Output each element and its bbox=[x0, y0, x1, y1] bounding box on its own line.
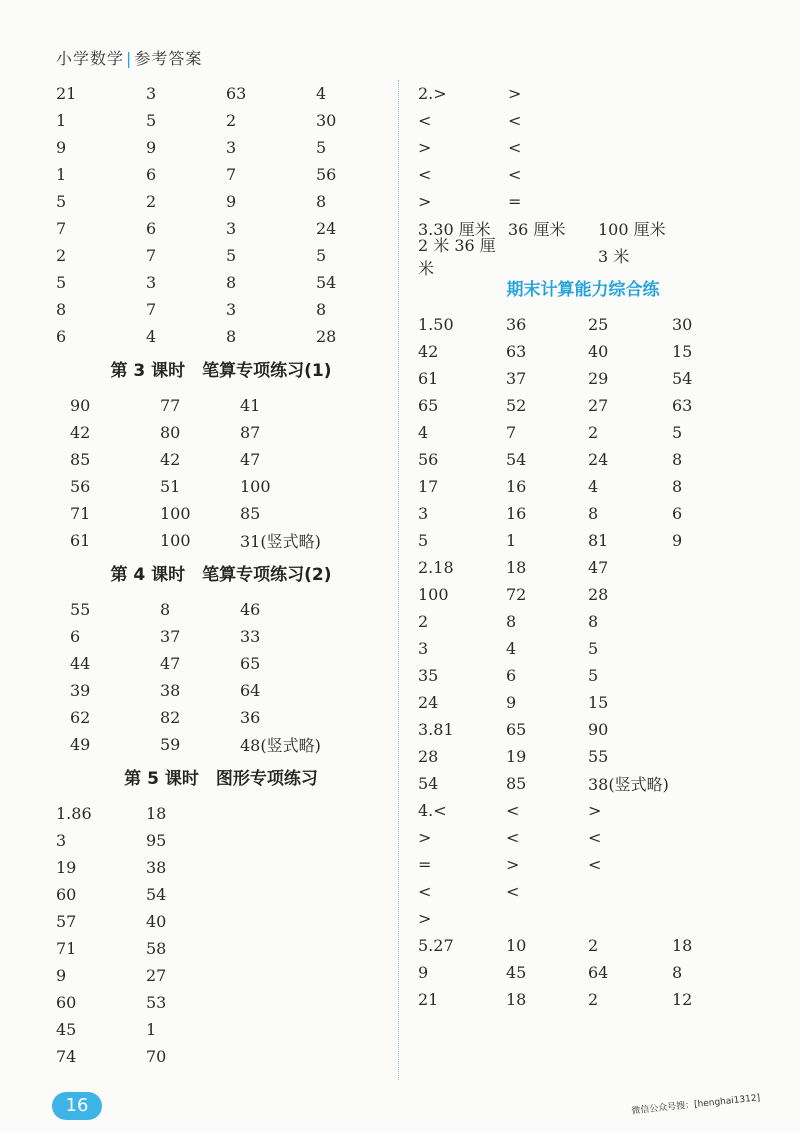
answer-cell: 42 bbox=[70, 423, 91, 442]
answer-cell: = bbox=[508, 192, 522, 211]
answer-row bbox=[418, 338, 748, 365]
answer-cell: 4 bbox=[588, 477, 599, 496]
answer-cell: 54 bbox=[316, 273, 337, 292]
answer-cell: 8 bbox=[588, 504, 599, 523]
watermark-text: 微信公众号搜：[henghai1312] bbox=[630, 1093, 761, 1117]
answer-cell: 8 bbox=[160, 600, 171, 619]
answer-cell: 62 bbox=[70, 708, 91, 727]
answer-row bbox=[56, 269, 386, 296]
answer-row bbox=[56, 650, 386, 677]
answer-row bbox=[418, 392, 748, 419]
answer-cell: 2 bbox=[588, 990, 599, 1009]
answer-row bbox=[56, 188, 386, 215]
answer-row bbox=[56, 989, 386, 1016]
answer-cell: < bbox=[418, 111, 432, 130]
answer-cell: 38 bbox=[160, 681, 181, 700]
answer-row bbox=[56, 80, 386, 107]
answer-cell: 2.18 bbox=[418, 558, 454, 577]
answer-cell: 7 bbox=[506, 423, 517, 442]
answer-cell: 9 bbox=[56, 138, 67, 157]
answer-cell: 8 bbox=[672, 450, 683, 469]
answer-cell: 42 bbox=[418, 342, 439, 361]
lesson5-answers bbox=[56, 800, 386, 1070]
answer-cell: 56 bbox=[316, 165, 337, 184]
answer-row bbox=[418, 608, 748, 635]
answer-cell: 3.81 bbox=[418, 720, 454, 739]
answer-cell: 70 bbox=[146, 1047, 167, 1066]
answer-cell: 74 bbox=[56, 1047, 77, 1066]
answer-row bbox=[56, 323, 386, 350]
answer-cell: = bbox=[418, 855, 432, 874]
answer-cell: 4 bbox=[146, 327, 157, 346]
answer-cell: 6 bbox=[506, 666, 517, 685]
answer-cell: 24 bbox=[316, 219, 337, 238]
answer-cell: 8 bbox=[316, 300, 327, 319]
answer-cell: 30 bbox=[672, 315, 693, 334]
answer-row bbox=[418, 689, 748, 716]
answer-cell: 59 bbox=[160, 735, 181, 754]
answer-cell: 31(竖式略) bbox=[240, 532, 321, 551]
answer-cell: 45 bbox=[506, 963, 527, 982]
answer-cell: 28 bbox=[316, 327, 337, 346]
answer-cell: 57 bbox=[56, 912, 77, 931]
answer-row bbox=[418, 986, 748, 1013]
answer-cell: 18 bbox=[506, 558, 527, 577]
answer-cell: 65 bbox=[506, 720, 527, 739]
answer-cell: 8 bbox=[672, 963, 683, 982]
answer-cell: 56 bbox=[418, 450, 439, 469]
answer-row bbox=[418, 662, 748, 689]
answer-cell: 5 bbox=[588, 639, 599, 658]
answer-cell: < bbox=[418, 882, 432, 901]
answer-row bbox=[56, 1016, 386, 1043]
answer-cell: 5 bbox=[56, 192, 67, 211]
answer-cell: 27 bbox=[146, 966, 167, 985]
answer-cell: 1.50 bbox=[418, 315, 454, 334]
answer-cell: 100 厘米 bbox=[598, 220, 666, 239]
answer-row bbox=[56, 473, 386, 500]
answer-cell: 8 bbox=[672, 477, 683, 496]
answer-cell: 65 bbox=[418, 396, 439, 415]
answer-cell: 54 bbox=[146, 885, 167, 904]
answer-cell: < bbox=[588, 855, 602, 874]
answer-cell: 54 bbox=[418, 774, 439, 793]
answer-cell: 4.< bbox=[418, 801, 447, 820]
answer-cell: 100 bbox=[160, 531, 191, 550]
answer-cell: 7 bbox=[146, 246, 157, 265]
answer-cell: 21 bbox=[418, 990, 439, 1009]
answer-cell: 47 bbox=[588, 558, 609, 577]
answer-cell: 5 bbox=[316, 138, 327, 157]
answer-cell: 3 bbox=[226, 138, 237, 157]
answer-row bbox=[56, 242, 386, 269]
final-q5-answers bbox=[418, 932, 748, 1013]
page-header bbox=[56, 46, 202, 69]
answer-row bbox=[418, 446, 748, 473]
answer-cell: > bbox=[506, 855, 520, 874]
answer-cell: 2 米 36 厘米 bbox=[418, 235, 496, 278]
answer-row bbox=[56, 881, 386, 908]
answer-cell: 45 bbox=[56, 1020, 77, 1039]
answer-cell: 3 bbox=[418, 504, 429, 523]
answer-cell: 18 bbox=[146, 804, 167, 823]
answer-cell: > bbox=[418, 909, 432, 928]
answer-row bbox=[56, 1043, 386, 1070]
answer-cell: 38(竖式略) bbox=[588, 775, 669, 794]
answer-cell: < bbox=[506, 828, 520, 847]
answer-cell: 9 bbox=[56, 966, 67, 985]
answer-cell: > bbox=[418, 192, 432, 211]
answer-row bbox=[418, 797, 748, 824]
answer-cell: 47 bbox=[240, 450, 261, 469]
answer-row bbox=[56, 107, 386, 134]
answer-cell: 3 bbox=[418, 639, 429, 658]
answer-row bbox=[418, 134, 748, 161]
header-part: 参考答案 bbox=[134, 49, 203, 68]
answer-row bbox=[418, 581, 748, 608]
answer-row bbox=[56, 500, 386, 527]
answer-cell: 28 bbox=[418, 747, 439, 766]
answer-cell: 100 bbox=[160, 504, 191, 523]
answer-cell: 63 bbox=[226, 84, 247, 103]
answer-cell: 51 bbox=[160, 477, 181, 496]
answer-cell: 100 bbox=[418, 585, 449, 604]
answer-row bbox=[56, 527, 386, 554]
answer-row bbox=[56, 446, 386, 473]
answer-cell: 15 bbox=[672, 342, 693, 361]
answer-row bbox=[56, 596, 386, 623]
answer-row bbox=[418, 161, 748, 188]
answer-cell: 19 bbox=[56, 858, 77, 877]
answer-cell: 85 bbox=[506, 774, 527, 793]
answer-cell: 82 bbox=[160, 708, 181, 727]
answer-row bbox=[56, 623, 386, 650]
answer-cell: 90 bbox=[588, 720, 609, 739]
answer-row bbox=[56, 800, 386, 827]
answer-cell: 55 bbox=[588, 747, 609, 766]
answer-cell: 85 bbox=[70, 450, 91, 469]
answer-cell: < bbox=[508, 138, 522, 157]
answer-cell: 5 bbox=[316, 246, 327, 265]
answer-cell: 46 bbox=[240, 600, 261, 619]
answer-cell: 2 bbox=[146, 192, 157, 211]
answer-cell: 27 bbox=[588, 396, 609, 415]
answer-cell: 4 bbox=[418, 423, 429, 442]
answer-row bbox=[56, 392, 386, 419]
answer-cell: 64 bbox=[240, 681, 261, 700]
answer-cell: < bbox=[506, 882, 520, 901]
top-answers bbox=[56, 80, 386, 350]
answer-cell: 1 bbox=[56, 111, 67, 130]
answer-cell: 95 bbox=[146, 831, 167, 850]
answer-cell: 4 bbox=[316, 84, 327, 103]
answer-row bbox=[418, 743, 748, 770]
answer-cell: 49 bbox=[70, 735, 91, 754]
answer-cell: 36 bbox=[240, 708, 261, 727]
answer-cell: 5 bbox=[146, 111, 157, 130]
answer-cell: 3 bbox=[56, 831, 67, 850]
answer-cell: > bbox=[588, 801, 602, 820]
answer-cell: 77 bbox=[160, 396, 181, 415]
answer-cell: 2 bbox=[418, 612, 429, 631]
answer-cell: 8 bbox=[588, 612, 599, 631]
answer-row bbox=[56, 677, 386, 704]
answer-cell: 6 bbox=[70, 627, 81, 646]
answer-cell: 100 bbox=[240, 477, 271, 496]
answer-cell: 2 bbox=[588, 423, 599, 442]
column-divider bbox=[398, 80, 399, 1080]
answer-row bbox=[56, 908, 386, 935]
answer-cell: 28 bbox=[588, 585, 609, 604]
answer-row bbox=[56, 215, 386, 242]
answer-cell: 9 bbox=[506, 693, 517, 712]
answer-row bbox=[418, 527, 748, 554]
answer-row bbox=[418, 716, 748, 743]
answer-cell: 3.30 厘米 bbox=[418, 220, 491, 239]
answer-cell: 41 bbox=[240, 396, 261, 415]
answer-cell: 38 bbox=[146, 858, 167, 877]
answer-cell: 58 bbox=[146, 939, 167, 958]
answer-cell: 3 bbox=[146, 84, 157, 103]
answer-row bbox=[56, 296, 386, 323]
answer-cell: 16 bbox=[506, 504, 527, 523]
answer-cell: 9 bbox=[146, 138, 157, 157]
answer-cell: > bbox=[418, 828, 432, 847]
answer-cell: 65 bbox=[240, 654, 261, 673]
answer-cell: 9 bbox=[672, 531, 683, 550]
final-q1-answers bbox=[418, 311, 748, 554]
answer-cell: 36 bbox=[506, 315, 527, 334]
answer-row bbox=[56, 704, 386, 731]
answer-cell: 64 bbox=[588, 963, 609, 982]
answer-row bbox=[418, 365, 748, 392]
left-column bbox=[56, 80, 386, 1070]
answer-cell: 6 bbox=[672, 504, 683, 523]
answer-cell: 85 bbox=[240, 504, 261, 523]
answer-cell: 40 bbox=[146, 912, 167, 931]
final-practice-title: 期末计算能力综合练 bbox=[506, 280, 660, 300]
answer-cell: 18 bbox=[672, 936, 693, 955]
answer-cell: 87 bbox=[240, 423, 261, 442]
answer-cell: 3 bbox=[226, 300, 237, 319]
answer-cell: 5 bbox=[588, 666, 599, 685]
answer-cell: 2 bbox=[588, 936, 599, 955]
answer-cell: 8 bbox=[316, 192, 327, 211]
answer-cell: 16 bbox=[506, 477, 527, 496]
answer-cell: 9 bbox=[418, 963, 429, 982]
answer-row bbox=[418, 959, 748, 986]
answer-cell: 24 bbox=[588, 450, 609, 469]
answer-cell: 2.> bbox=[418, 84, 447, 103]
answer-cell: 37 bbox=[506, 369, 527, 388]
answer-cell: 2 bbox=[56, 246, 67, 265]
answer-cell: > bbox=[508, 84, 522, 103]
answer-cell: 63 bbox=[506, 342, 527, 361]
answer-cell: 54 bbox=[672, 369, 693, 388]
answer-cell: 36 厘米 bbox=[508, 220, 566, 239]
answer-row bbox=[418, 419, 748, 446]
answer-cell: 81 bbox=[588, 531, 609, 550]
answer-cell: 63 bbox=[672, 396, 693, 415]
answer-cell: < bbox=[506, 801, 520, 820]
answer-cell: 15 bbox=[588, 693, 609, 712]
answer-cell: 61 bbox=[418, 369, 439, 388]
answer-cell: 5.27 bbox=[418, 936, 454, 955]
answer-cell: 54 bbox=[506, 450, 527, 469]
answer-cell: 60 bbox=[56, 885, 77, 904]
answer-cell: 71 bbox=[70, 504, 91, 523]
answer-cell: 3 米 bbox=[598, 247, 630, 266]
answer-cell: 52 bbox=[506, 396, 527, 415]
answer-cell: 3 bbox=[146, 273, 157, 292]
answer-cell: 7 bbox=[226, 165, 237, 184]
answer-cell: > bbox=[418, 138, 432, 157]
answer-row bbox=[418, 905, 748, 932]
answer-cell: 8 bbox=[506, 612, 517, 631]
answer-cell: 12 bbox=[672, 990, 693, 1009]
answer-cell: 6 bbox=[146, 165, 157, 184]
answer-cell: 53 bbox=[146, 993, 167, 1012]
answer-cell: 8 bbox=[226, 273, 237, 292]
answer-cell: 7 bbox=[56, 219, 67, 238]
answer-cell: 19 bbox=[506, 747, 527, 766]
answer-cell: 5 bbox=[226, 246, 237, 265]
answer-cell: 40 bbox=[588, 342, 609, 361]
answer-cell: 9 bbox=[226, 192, 237, 211]
answer-cell: 1 bbox=[506, 531, 517, 550]
answer-cell: 8 bbox=[56, 300, 67, 319]
lesson4-title: 第 4 课时 笔算专项练习(2) bbox=[110, 565, 332, 585]
answer-cell: 18 bbox=[506, 990, 527, 1009]
answer-row bbox=[418, 500, 748, 527]
answer-cell: 55 bbox=[70, 600, 91, 619]
answer-cell: 44 bbox=[70, 654, 91, 673]
answer-row bbox=[418, 188, 748, 215]
lesson5-title: 第 5 课时 图形专项练习 bbox=[124, 769, 318, 789]
final-q4-answers bbox=[418, 797, 748, 932]
header-separator: | bbox=[126, 49, 133, 68]
lesson3-answers bbox=[56, 392, 386, 554]
answer-cell: 48(竖式略) bbox=[240, 736, 321, 755]
final-q2-answers bbox=[418, 554, 748, 716]
answer-row bbox=[418, 235, 748, 278]
answer-row bbox=[418, 80, 748, 107]
answer-cell: 1 bbox=[56, 165, 67, 184]
answer-cell: 71 bbox=[56, 939, 77, 958]
answer-cell: 17 bbox=[418, 477, 439, 496]
q3-answers bbox=[418, 215, 748, 278]
answer-cell: 29 bbox=[588, 369, 609, 388]
answer-cell: 24 bbox=[418, 693, 439, 712]
answer-row bbox=[56, 161, 386, 188]
answer-cell: 10 bbox=[506, 936, 527, 955]
answer-row bbox=[56, 935, 386, 962]
answer-cell: 56 bbox=[70, 477, 91, 496]
answer-row bbox=[418, 824, 748, 851]
answer-cell: 90 bbox=[70, 396, 91, 415]
right-column bbox=[418, 80, 748, 1013]
answer-row bbox=[56, 419, 386, 446]
answer-cell: 8 bbox=[226, 327, 237, 346]
answer-cell: 7 bbox=[146, 300, 157, 319]
answer-row bbox=[418, 851, 748, 878]
answer-cell: 37 bbox=[160, 627, 181, 646]
answer-row bbox=[56, 731, 386, 758]
answer-cell: 47 bbox=[160, 654, 181, 673]
answer-row bbox=[418, 635, 748, 662]
answer-cell: 5 bbox=[418, 531, 429, 550]
answer-row bbox=[56, 827, 386, 854]
answer-cell: 39 bbox=[70, 681, 91, 700]
answer-cell: 1.86 bbox=[56, 804, 92, 823]
answer-cell: 5 bbox=[56, 273, 67, 292]
page-number: 16 bbox=[52, 1092, 102, 1120]
answer-row bbox=[418, 878, 748, 905]
answer-cell: < bbox=[508, 165, 522, 184]
answer-row bbox=[56, 854, 386, 881]
final-q3-answers bbox=[418, 716, 748, 797]
lesson4-answers bbox=[56, 596, 386, 758]
answer-cell: 80 bbox=[160, 423, 181, 442]
answer-row bbox=[418, 311, 748, 338]
lesson3-title: 第 3 课时 笔算专项练习(1) bbox=[110, 361, 332, 381]
answer-cell: 30 bbox=[316, 111, 337, 130]
answer-cell: 6 bbox=[146, 219, 157, 238]
answer-cell: < bbox=[508, 111, 522, 130]
answer-cell: 61 bbox=[70, 531, 91, 550]
answer-cell: 33 bbox=[240, 627, 261, 646]
answer-cell: 1 bbox=[146, 1020, 157, 1039]
answer-cell: < bbox=[418, 165, 432, 184]
answer-cell: < bbox=[588, 828, 602, 847]
answer-row bbox=[418, 932, 748, 959]
answer-row bbox=[418, 473, 748, 500]
answer-cell: 6 bbox=[56, 327, 67, 346]
answer-cell: 2 bbox=[226, 111, 237, 130]
answer-cell: 21 bbox=[56, 84, 77, 103]
answer-cell: 35 bbox=[418, 666, 439, 685]
answer-row bbox=[418, 770, 748, 797]
book-title: 小学数学 bbox=[56, 49, 125, 68]
answer-cell: 4 bbox=[506, 639, 517, 658]
answer-cell: 5 bbox=[672, 423, 683, 442]
answer-row bbox=[418, 107, 748, 134]
answer-cell: 3 bbox=[226, 219, 237, 238]
answer-row bbox=[56, 134, 386, 161]
q2-answers bbox=[418, 80, 748, 215]
answer-cell: 42 bbox=[160, 450, 181, 469]
answer-cell: 72 bbox=[506, 585, 527, 604]
answer-cell: 25 bbox=[588, 315, 609, 334]
answer-row bbox=[56, 962, 386, 989]
answer-row bbox=[418, 554, 748, 581]
answer-cell: 60 bbox=[56, 993, 77, 1012]
